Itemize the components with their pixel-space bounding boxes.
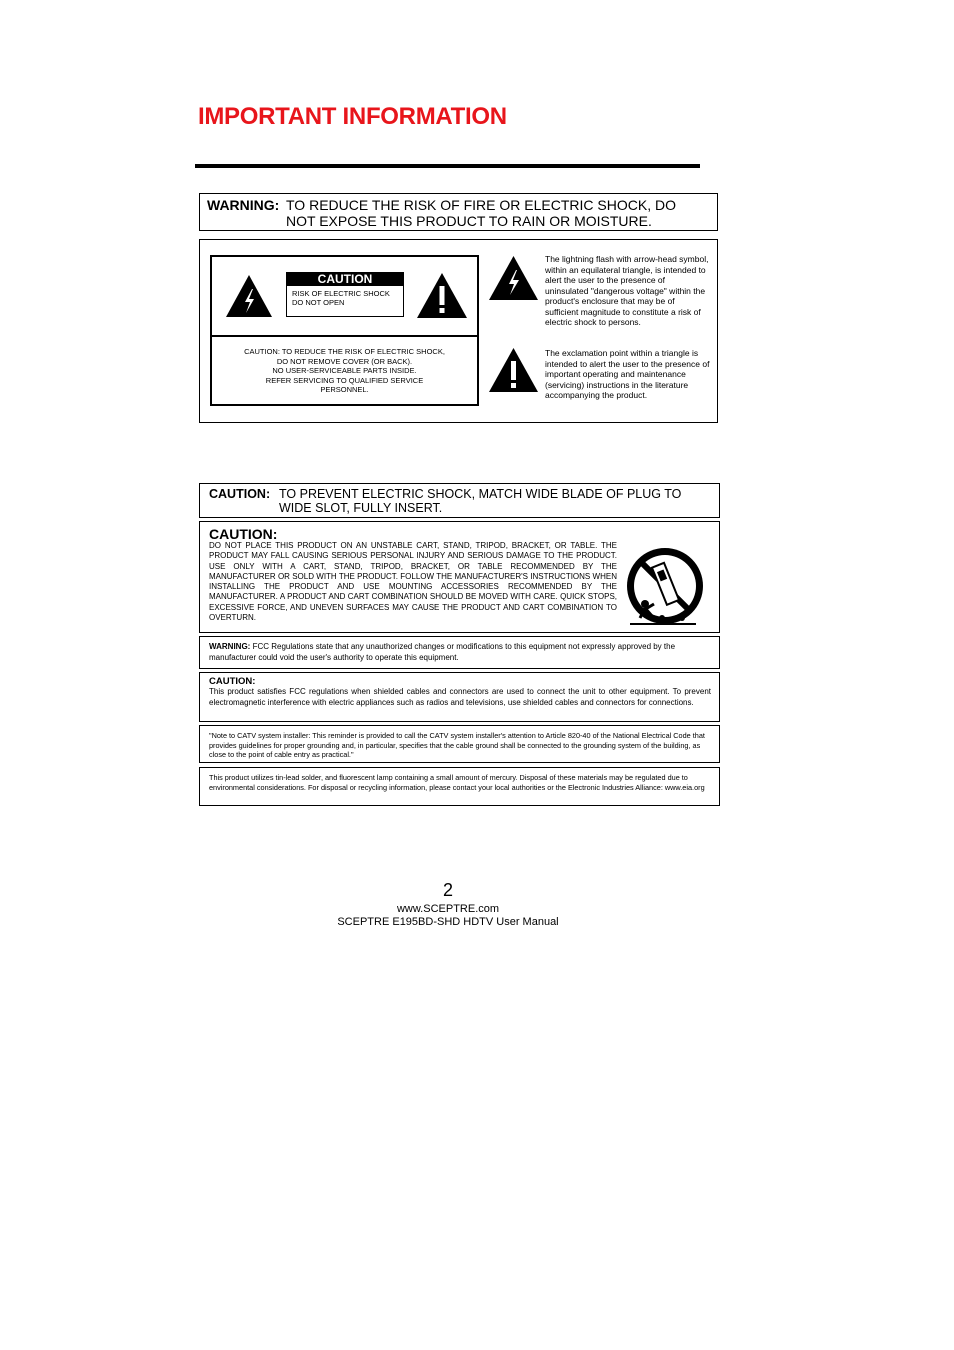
caution-box-line: DO NOT OPEN — [292, 298, 345, 307]
warning-rain-box — [199, 193, 718, 231]
caution-bottom-line: CAUTION: TO REDUCE THE RISK OF ELECTRIC SHOCK, — [244, 347, 445, 356]
caution-fcc-text: This product satisfies FCC regulations when shielded cables and connectors are used to connect the unit to other equipment. To prevent electromagnetic interference with electric appliances such as radios and televisions, use shielded cables and connectors for connections. — [209, 687, 711, 707]
caution-bottom-line: NO USER-SERVICEABLE PARTS INSIDE. — [272, 366, 417, 375]
caution-box-text — [286, 286, 404, 317]
warning-label: WARNING: — [209, 642, 251, 651]
mercury-note-text: This product utilizes tin-lead solder, and fluorescent lamp containing a small amount of mercury. Disposal of these materials may be regulated due to environmental considerations. For disposal or recycling information, please contact your local authorities or the Electronic Industries Alliance: www.eia.org — [209, 773, 705, 792]
caution-bottom-line: PERSONNEL. — [320, 385, 369, 394]
footer-manual-title: SCEPTRE E195BD-SHD HDTV User Manual — [337, 916, 559, 928]
caution-plug-box — [199, 483, 720, 518]
title-divider — [195, 164, 700, 168]
mercury-note-box — [199, 767, 720, 806]
caution-bottom-line: DO NOT REMOVE COVER (OR BACK). — [276, 356, 413, 366]
caution-bottom-line: REFER SERVICING TO QUALIFIED SERVICE — [265, 375, 424, 385]
warning-fcc-text: FCC Regulations state that any unauthorized changes or modifications to this equipment not expressly approved by the manufacturer could void the user's authority to operate this equipment. — [209, 642, 676, 662]
exclamation-triangle-icon — [417, 273, 467, 318]
lightning-triangle-icon — [226, 275, 272, 317]
warning-fcc-box — [199, 636, 720, 669]
warning-text: TO REDUCE THE RISK OF FIRE OR ELECTRIC SHOCK, DO NOT EXPOSE THIS PRODUCT TO RAIN OR MOISTURE. — [286, 197, 676, 229]
page-title: IMPORTANT INFORMATION — [198, 103, 507, 130]
warning-label: WARNING: — [207, 197, 280, 213]
caution-heading: CAUTION: — [209, 526, 278, 542]
caution-fcc-box — [199, 672, 720, 722]
catv-note-box — [199, 725, 720, 763]
caution-header: CAUTION — [286, 272, 404, 286]
caution-label: CAUTION: — [209, 487, 271, 501]
page-number: 2 — [442, 880, 453, 900]
caution-box-line: RISK OF ELECTRIC SHOCK — [292, 289, 390, 298]
exclamation-triangle-icon — [489, 348, 538, 392]
caution-divider — [212, 335, 477, 337]
caution-label: CAUTION: — [209, 676, 256, 687]
caution-bottom-text — [212, 347, 477, 395]
lightning-triangle-icon — [489, 256, 538, 300]
exclamation-symbol-description: The exclamation point within a triangle is intended to alert the user to the presence of important operating and maintenance (servicing) instructions in the literature accompanying the product. — [545, 348, 710, 400]
caution-plug-text: TO PREVENT ELECTRIC SHOCK, MATCH WIDE BLADE OF PLUG TO WIDE SLOT, FULLY INSERT. — [279, 487, 682, 515]
lightning-symbol-description: The lightning flash with arrow-head symbol, within an equilateral triangle, is intended to alert the user to the presence of uninsulated "dangerous voltage" within the product's enclosure that may be of sufficient magnitude to constitute a risk of electric shock to persons. — [545, 254, 709, 327]
footer-website: www.SCEPTRE.com — [396, 903, 500, 915]
cart-tipover-icon — [624, 546, 706, 628]
caution-label-graphic — [210, 255, 479, 406]
catv-note-text: "Note to CATV system installer: This reminder is provided to call the CATV system installer's attention to Article 820-40 of the National Electrical Code that provides guidelines for proper grounding and, in particular, specifies that the cable ground shall be connected to the grounding system of the building, as close to the point of cable entry as practical." — [209, 731, 705, 759]
caution-cart-text: DO NOT PLACE THIS PRODUCT ON AN UNSTABLE CART, STAND, TRIPOD, BRACKET, OR TABLE. THE PRODUCT MAY FALL CAUSING SERIOUS PERSONAL INJURY AND SERIOUS DAMAGE TO THE PRODUCT. USE ONLY WITH A CART, STAND, TRIPOD, BRACKET, OR TABLE RECOMMENDED BY THE MANUFACTURER OR SOLD WITH THE PRODUCT. FOLLOW THE MANUFACTURER'S INSTRUCTIONS WHEN INSTALLING THE PRODUCT AND USE MOUNTING ACCESSORIES RECOMMENDED BY THE MANUFACTURER. A PRODUCT AND CART COMBINATION SHOULD BE MOVED WITH CARE. QUICK STOPS, EXCESSIVE FORCE, AND UNEVEN SURFACES MAY CAUSE THE PRODUCT AND CART COMBINATION TO OVERTURN. — [209, 541, 617, 623]
caution-cart-box — [199, 521, 720, 633]
